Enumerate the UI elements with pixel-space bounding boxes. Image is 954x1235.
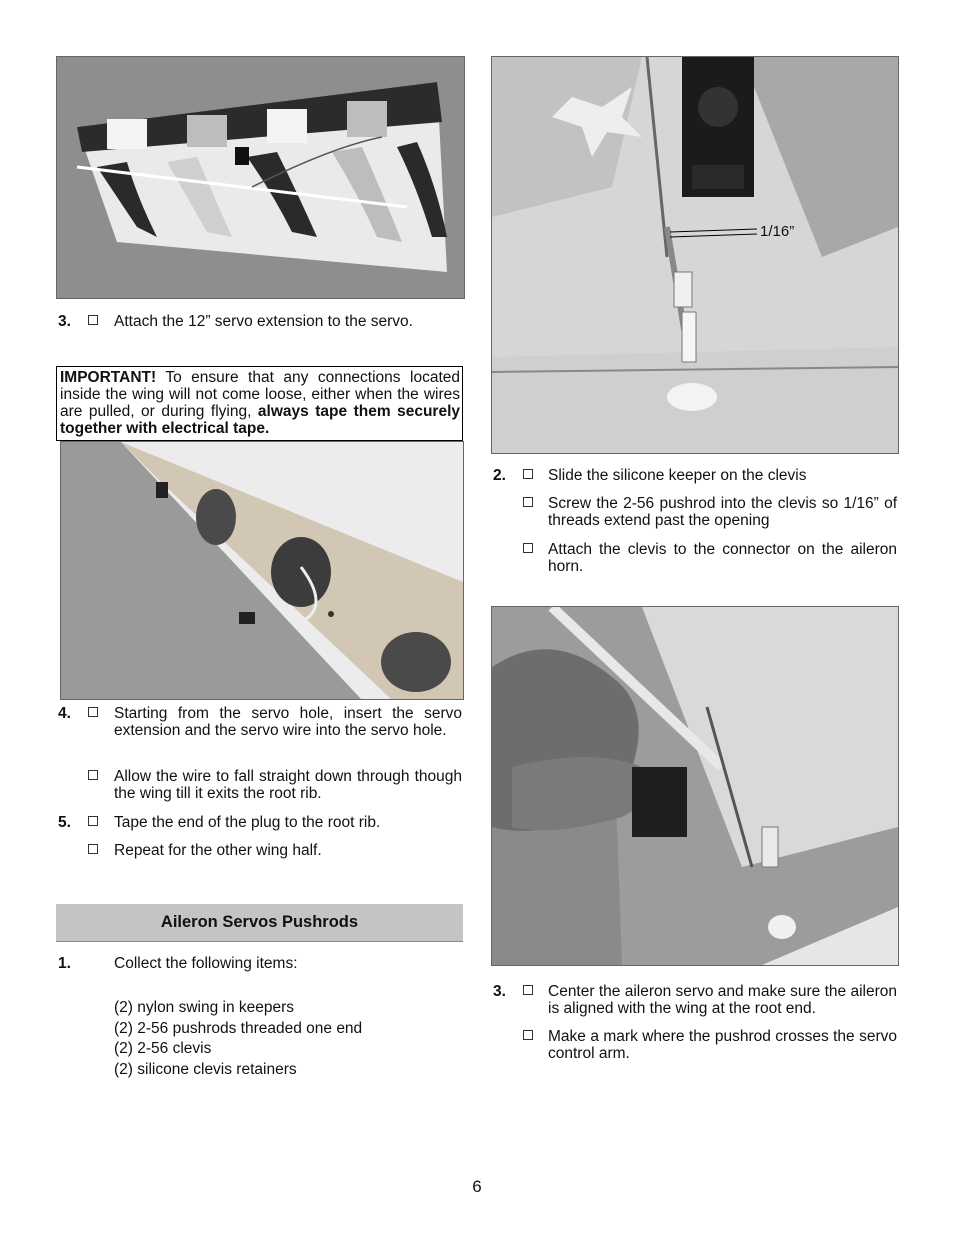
- section-heading: Aileron Servos Pushrods: [56, 904, 463, 942]
- right-step-3b: [493, 1028, 898, 1064]
- step-number: 2.: [493, 467, 506, 484]
- left-step-4: [58, 705, 463, 760]
- checkbox[interactable]: [88, 770, 98, 780]
- checkbox[interactable]: [88, 707, 98, 717]
- right-step-2: [493, 467, 898, 487]
- step-text: Collect the following items:: [114, 955, 298, 972]
- list-item: (2) 2-56 pushrods threaded one end: [114, 1019, 363, 1037]
- measurement-label: 1/16”: [760, 223, 795, 240]
- step-text: Allow the wire to fall straight down through though the wing till it exits the root rib.: [114, 768, 462, 802]
- step-text: Screw the 2-56 pushrod into the clevis so 1/16” of threads extend past the opening: [548, 495, 897, 529]
- step-number: 5.: [58, 814, 71, 831]
- step-text: Center the aileron servo and make sure the aileron is aligned with the wing at the root end.: [548, 983, 897, 1017]
- checkbox[interactable]: [88, 315, 98, 325]
- list-item: (2) nylon swing in keepers: [114, 999, 295, 1016]
- right-step-2c: [493, 541, 898, 577]
- step-text: Attach the 12” servo extension to the servo.: [114, 313, 413, 330]
- step-text: Slide the silicone keeper on the clevis: [548, 467, 807, 484]
- important-label: IMPORTANT!: [60, 369, 157, 386]
- checkbox[interactable]: [523, 469, 533, 479]
- left-step-5b: [58, 842, 463, 862]
- right-step-3: [493, 983, 898, 1019]
- step-text: Make a mark where the pushrod crosses the servo control arm.: [548, 1028, 897, 1062]
- wing-root-rib-photo: [60, 441, 464, 700]
- list-item: (2) silicone clevis retainers: [114, 1060, 297, 1078]
- checkbox[interactable]: [88, 816, 98, 826]
- step-text: Starting from the servo hole, insert the servo extension and the servo wire into the servo hole.: [114, 705, 462, 739]
- left-step-4b: [58, 768, 463, 804]
- list-item: (2) 2-56 clevis: [114, 1040, 212, 1057]
- left-step-3: [58, 313, 463, 333]
- marking-pushrod-photo: [491, 606, 899, 966]
- step-number: 1.: [58, 955, 71, 972]
- left-step-5: [58, 814, 463, 834]
- page-number: 6: [472, 1177, 482, 1196]
- step-text: Attach the clevis to the connector on the aileron horn.: [548, 541, 897, 575]
- important-text: To ensure that any connections located inside the wing will not come loose, either when the wires are pulled, or during flying,: [60, 369, 460, 420]
- checkbox[interactable]: [523, 1030, 533, 1040]
- checkbox[interactable]: [88, 844, 98, 854]
- step-number: 3.: [58, 313, 71, 330]
- checkbox[interactable]: [523, 497, 533, 507]
- important-emphasis: always tape them securely together with electrical tape.: [60, 403, 461, 437]
- step-text: Repeat for the other wing half.: [114, 842, 322, 859]
- step-text: Tape the end of the plug to the root rib.: [114, 814, 381, 831]
- right-step-2b: [493, 495, 898, 531]
- checkbox[interactable]: [523, 985, 533, 995]
- servo-clevis-photo: [491, 56, 899, 454]
- checkbox[interactable]: [523, 543, 533, 553]
- wing-checker-photo: [56, 56, 465, 299]
- step-number: 3.: [493, 983, 506, 1000]
- step-number: 4.: [58, 705, 71, 722]
- items-list: [114, 998, 464, 1080]
- collect-step: [58, 955, 463, 975]
- important-note: [56, 366, 463, 441]
